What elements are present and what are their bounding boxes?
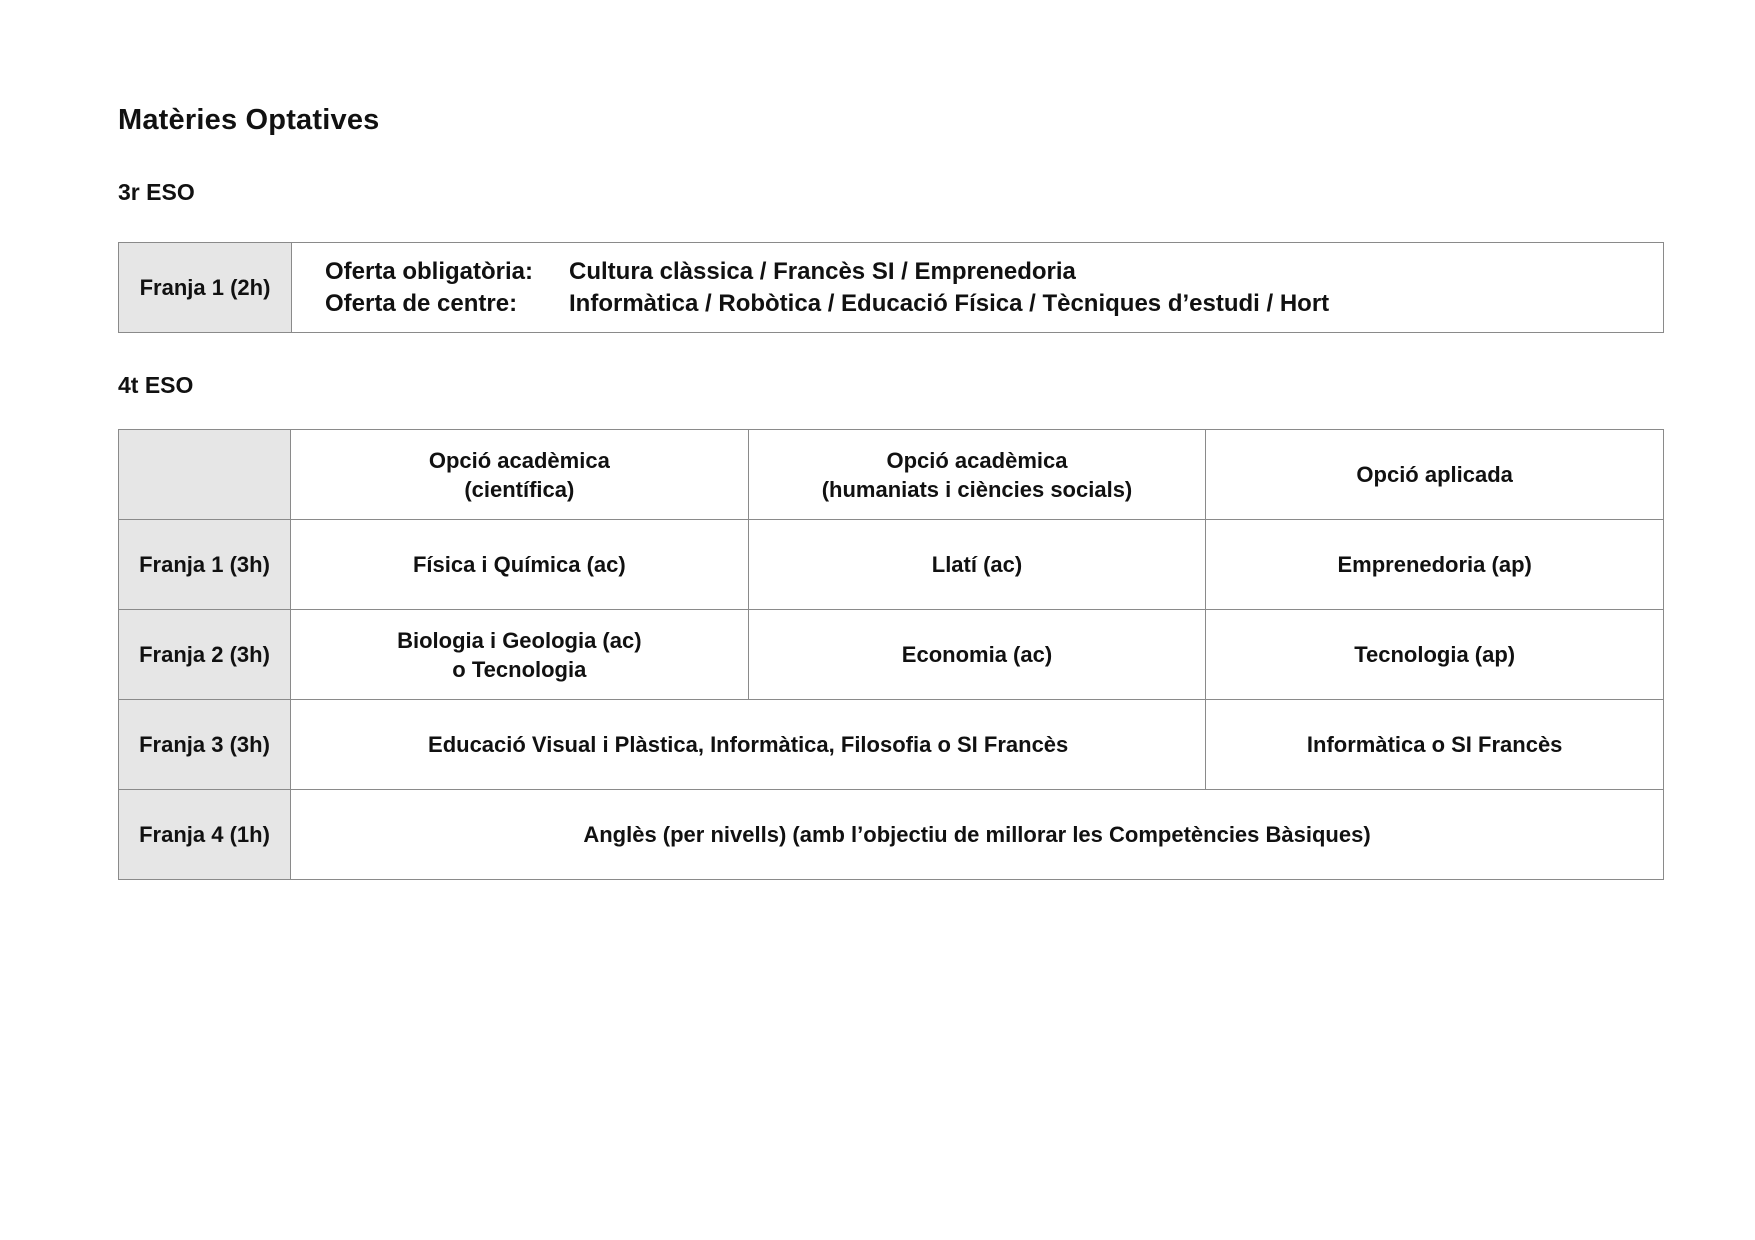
slot-label-cell: Franja 3 (3h) — [119, 700, 291, 790]
page-title: Matèries Optatives — [118, 104, 380, 136]
cell-line: o Tecnologia — [452, 656, 587, 682]
section-heading-3r-eso: 3r ESO — [118, 179, 195, 205]
slot-label-cell: Franja 4 (1h) — [119, 790, 291, 880]
table-cell-merged: Educació Visual i Plàstica, Informàtica, Filosofia o SI Francès — [291, 700, 1206, 790]
cell-line: Biologia i Geologia (ac) — [397, 627, 642, 653]
column-header-applied: Opció aplicada — [1206, 430, 1664, 520]
table-row — [119, 700, 1664, 790]
column-header-line: (científica) — [464, 476, 575, 502]
table-row — [119, 243, 1664, 333]
column-header-academic-humanities — [748, 430, 1206, 520]
table-cell-merged: Anglès (per nivells) (amb l’objectiu de millorar les Competències Bàsiques) — [291, 790, 1664, 880]
table-cell: Economia (ac) — [748, 610, 1206, 700]
table-cell: Emprenedoria (ap) — [1206, 520, 1664, 610]
table-4t-eso — [118, 429, 1664, 880]
table-row — [119, 610, 1664, 700]
slot-label-cell: Franja 2 (3h) — [119, 610, 291, 700]
table-cell: Informàtica o SI Francès — [1206, 700, 1664, 790]
table-cell: Tecnologia (ap) — [1206, 610, 1664, 700]
column-header-academic-scientific — [291, 430, 749, 520]
offer-cell — [292, 243, 1664, 333]
table-row — [119, 790, 1664, 880]
offer-key: Oferta de centre: — [325, 289, 518, 317]
offer-value: Cultura clàssica / Francès SI / Emprenedoria — [569, 257, 1076, 285]
slot-label-cell: Franja 1 (3h) — [119, 520, 291, 610]
column-header-line: Opció acadèmica — [428, 447, 610, 473]
slot-label-cell: Franja 1 (2h) — [119, 243, 292, 333]
offer-line-mandatory — [325, 256, 1663, 288]
corner-cell — [119, 430, 291, 520]
table-cell: Llatí (ac) — [748, 520, 1206, 610]
table-row — [119, 520, 1664, 610]
table-header-row — [119, 430, 1664, 520]
column-header-line: (humaniats i ciències socials) — [821, 476, 1133, 502]
section-heading-4t-eso: 4t ESO — [118, 372, 194, 398]
table-cell: Física i Química (ac) — [291, 520, 749, 610]
offer-line-centre — [325, 288, 1663, 320]
table-3r-eso — [118, 242, 1664, 333]
offer-key: Oferta obligatòria: — [325, 257, 534, 285]
offer-value: Informàtica / Robòtica / Educació Física / Tècniques d’estudi / Hort — [569, 289, 1330, 317]
column-header-line: Opció acadèmica — [886, 447, 1068, 473]
table-cell — [291, 610, 749, 700]
